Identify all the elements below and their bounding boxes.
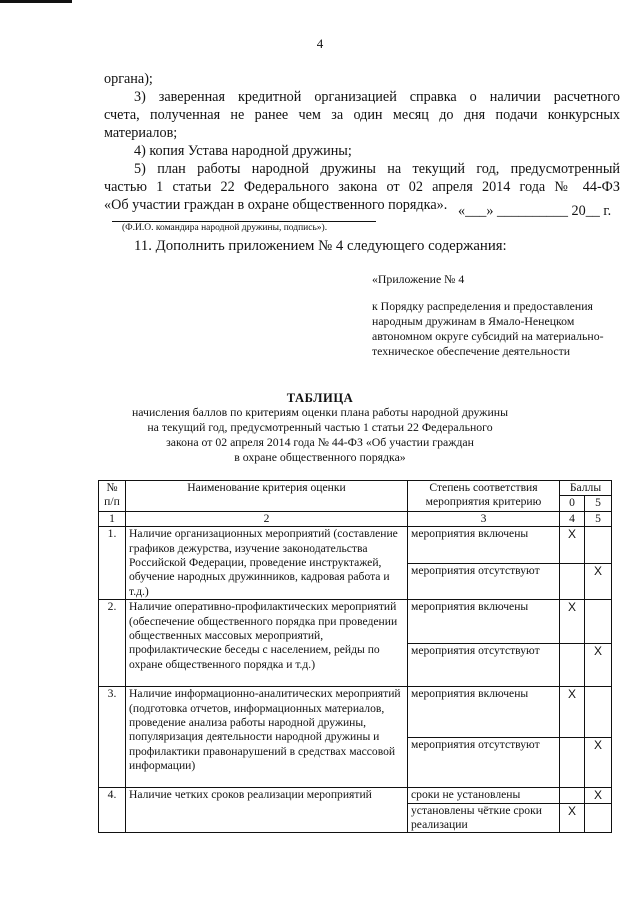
- criteria-table: [98, 480, 612, 833]
- mark-x: X: [560, 527, 585, 564]
- text-item-3-line-1: 3) заверенная кредитной организацией справка о наличии расчетного: [134, 89, 620, 105]
- table-subtitle-line-2: на текущий год, предусмотренный частью 1 статьи 22 Федерального: [147, 420, 493, 434]
- empty-cell: [560, 563, 585, 600]
- index-cell: 5: [585, 511, 612, 526]
- criterion-name: Наличие организационных мероприятий (составление графиков дежурства, изучение законодательства Российской Федерации, проведение инструктажей, обучение народных дружинников, кадровая работа и т.д.): [126, 527, 408, 600]
- header-points-5: 5: [585, 496, 612, 511]
- mark-x: X: [560, 600, 585, 644]
- index-cell: 1: [99, 511, 126, 526]
- header-name: Наименование критерия оценки: [126, 481, 408, 512]
- option-absent: мероприятия отсутствуют: [408, 737, 560, 788]
- date-field: «___» __________ 20__ г.: [458, 203, 612, 219]
- mark-x: X: [560, 803, 585, 833]
- top-edge-bar: [0, 0, 72, 3]
- criterion-name: Наличие оперативно-профилактических мероприятий (обеспечение общественного порядка при проведении общественных массовых мероприятий, профилактические беседы с населением, рейды по охране общественного порядка и т.д.): [126, 600, 408, 687]
- table-row: [99, 600, 612, 644]
- row-number: 1.: [99, 527, 126, 600]
- option-not-set: сроки не установлены: [408, 788, 560, 803]
- option-included: мероприятия включены: [408, 687, 560, 738]
- text-item-3-line-3: материалов;: [104, 125, 178, 141]
- appendix-line-2: народным дружинам в Ямало-Ненецком: [372, 314, 575, 328]
- criterion-name: Наличие четких сроков реализации мероприятий: [126, 788, 408, 833]
- option-absent: мероприятия отсутствуют: [408, 643, 560, 687]
- text-item-5-line-1: 5) план работы народной дружины на текущий год, предусмотренный: [134, 161, 620, 177]
- signature-label: (Ф.И.О. командира народной дружины, подпись»).: [122, 223, 328, 233]
- appendix-line-4: техническое обеспечение деятельности: [372, 344, 571, 358]
- index-cell: 2: [126, 511, 408, 526]
- empty-cell: [585, 527, 612, 564]
- appendix-line-1: к Порядку распределения и предоставления: [372, 299, 593, 313]
- table-subtitle-line-3: закона от 02 апреля 2014 года № 44-ФЗ «Об участии граждан: [166, 435, 474, 449]
- appendix-line-3: автономном округе субсидий на материально-: [372, 329, 604, 343]
- option-included: мероприятия включены: [408, 600, 560, 644]
- text-item-5-line-2: частью 1 статьи 22 Федерального закона от 02 апреля 2014 года № 44-ФЗ: [104, 179, 620, 195]
- index-cell: 4: [560, 511, 585, 526]
- header-points: Баллы: [560, 481, 612, 496]
- row-number: 3.: [99, 687, 126, 788]
- header-degree: Степень соответствия мероприятия критерию: [408, 481, 560, 512]
- row-number: 2.: [99, 600, 126, 687]
- appendix-title: «Приложение № 4: [372, 272, 465, 286]
- mark-x: X: [560, 687, 585, 738]
- text-item-11: 11. Дополнить приложением № 4 следующего содержания:: [134, 238, 507, 254]
- header-points-0: 0: [560, 496, 585, 511]
- table-header-row: [99, 481, 612, 496]
- option-included: мероприятия включены: [408, 527, 560, 564]
- signature-line: [112, 221, 376, 222]
- empty-cell: [585, 600, 612, 644]
- table-row: [99, 788, 612, 803]
- table-row: [99, 687, 612, 738]
- empty-cell: [560, 643, 585, 687]
- text-item-3-line-2: счета, полученная не ранее чем за один месяц до дня подачи конкурсных: [104, 107, 620, 123]
- table-subtitle-line-1: начисления баллов по критериям оценки плана работы народной дружины: [131, 405, 509, 419]
- empty-cell: [585, 687, 612, 738]
- criterion-name: Наличие информационно-аналитических мероприятий (подготовка отчетов, информационных материалов, проведение анализа работы народной дружины, популяризация деятельности народной дружины и профилактики правонарушений в средствах массовой информации): [126, 687, 408, 788]
- page-number: 4: [316, 36, 324, 51]
- index-cell: 3: [408, 511, 560, 526]
- mark-x: X: [585, 643, 612, 687]
- empty-cell: [560, 737, 585, 788]
- mark-x: X: [585, 737, 612, 788]
- mark-x: X: [585, 563, 612, 600]
- empty-cell: [560, 788, 585, 803]
- text-line-organ: органа);: [104, 71, 153, 87]
- mark-x: X: [585, 788, 612, 803]
- table-subtitle-line-4: в охране общественного порядка»: [234, 450, 406, 464]
- table-title: ТАБЛИЦА: [286, 391, 354, 405]
- option-set: установлены чёткие сроки реализации: [408, 803, 560, 833]
- header-num: № п/п: [99, 481, 126, 512]
- row-number: 4.: [99, 788, 126, 833]
- text-item-4: 4) копия Устава народной дружины;: [134, 143, 352, 159]
- empty-cell: [585, 803, 612, 833]
- table-index-row: [99, 511, 612, 526]
- text-item-5-line-3: «Об участии граждан в охране общественного порядка».: [104, 197, 448, 213]
- table-row: [99, 527, 612, 564]
- option-absent: мероприятия отсутствуют: [408, 563, 560, 600]
